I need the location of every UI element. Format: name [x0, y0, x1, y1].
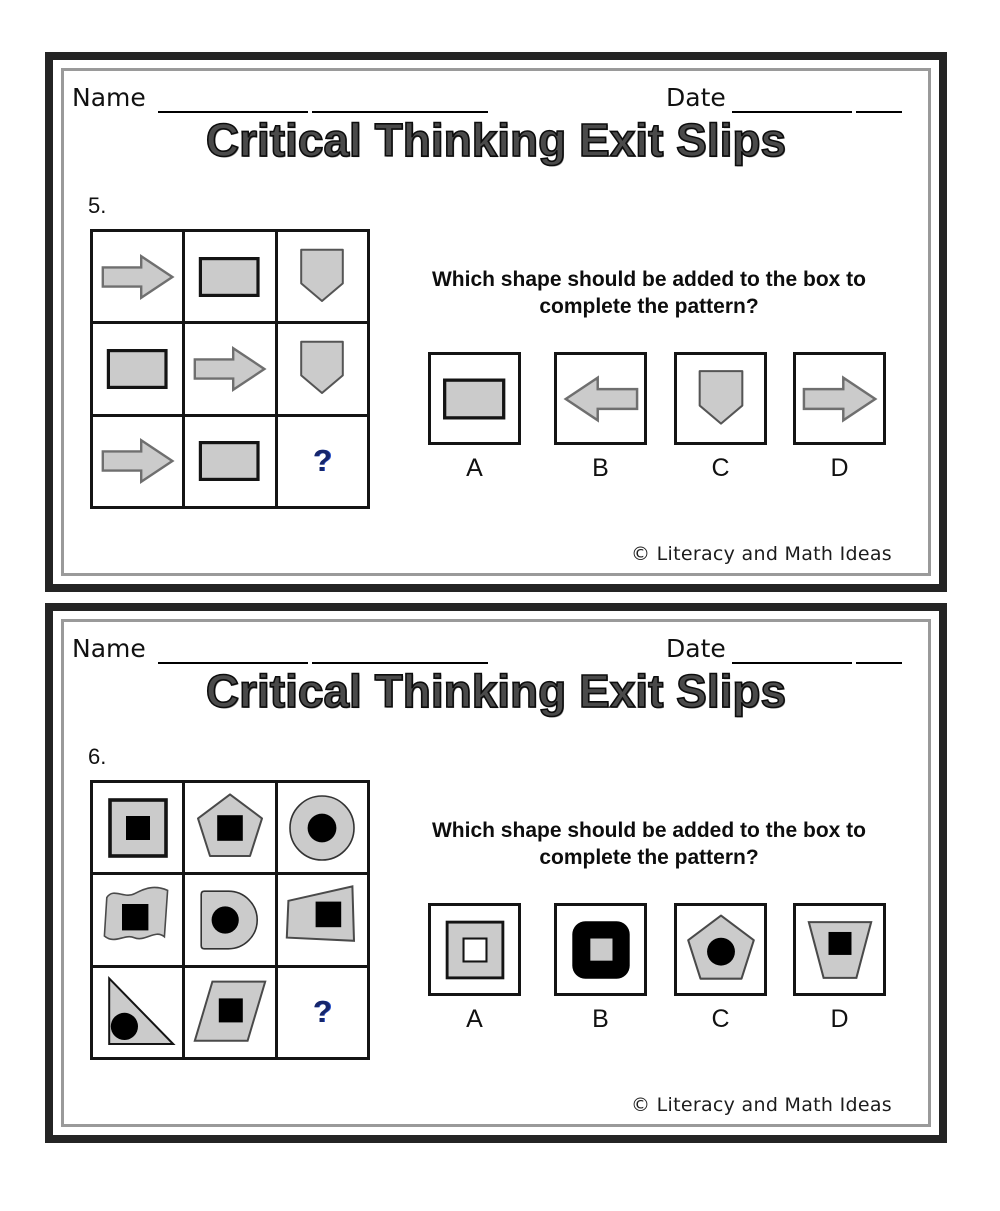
grid-cell	[93, 875, 182, 964]
copyright-text: © Literacy and Math Ideas	[631, 543, 892, 565]
answer-box-a[interactable]	[428, 352, 521, 445]
answer-box-a[interactable]	[428, 903, 521, 996]
answer-box-c[interactable]	[674, 903, 767, 996]
date-blank-line	[732, 85, 852, 113]
answer-box-c[interactable]	[674, 352, 767, 445]
date-blank-line	[856, 85, 902, 113]
answer-option-b	[554, 352, 647, 483]
square-white-square-icon	[434, 909, 516, 991]
rectangle-icon	[434, 358, 516, 440]
question-mark: ?	[312, 994, 332, 1030]
answer-option-a	[428, 352, 521, 483]
grid-cell	[185, 232, 274, 321]
answer-label: D	[830, 454, 849, 482]
page-title: Critical Thinking Exit Slips	[205, 665, 787, 717]
grid-cell	[278, 232, 367, 321]
answer-label: B	[592, 454, 609, 482]
triangle-black-circle-icon	[98, 972, 178, 1052]
name-blank-line	[158, 85, 308, 113]
question-text: Which shape should be added to the box to complete the pattern?	[431, 819, 866, 869]
grid-cell	[185, 417, 274, 506]
grid-cell	[185, 324, 274, 413]
exit-slip-card	[45, 52, 947, 592]
question-mark: ?	[312, 443, 332, 479]
grid-cell	[278, 417, 367, 506]
arrow-right-icon	[799, 358, 881, 440]
date-blank-line	[732, 636, 852, 664]
exit-slip-card	[45, 603, 947, 1143]
grid-cell	[185, 875, 274, 964]
answer-label: A	[466, 454, 483, 482]
grid-cell	[278, 875, 367, 964]
answer-option-d	[793, 352, 886, 483]
answer-label: B	[592, 1005, 609, 1033]
rounded-black-gray-square-icon	[560, 909, 642, 991]
parallelogram-black-square-icon	[190, 972, 270, 1052]
question-number: 6.	[88, 744, 107, 769]
rectangle-icon	[190, 237, 270, 317]
arrow-right-icon	[98, 421, 178, 501]
header-row	[72, 634, 920, 668]
rectangle-icon	[98, 329, 178, 409]
rectangle-icon	[190, 421, 270, 501]
question-mark	[313, 994, 332, 1030]
pattern-grid	[90, 780, 370, 1060]
answer-option-c	[674, 903, 767, 1034]
grid-cell	[93, 783, 182, 872]
name-label: Name	[72, 83, 146, 112]
pentagon-black-circle-icon	[680, 909, 762, 991]
date-label: Date	[666, 634, 726, 663]
answer-option-b	[554, 903, 647, 1034]
answer-option-d	[793, 903, 886, 1034]
square-black-square-icon	[98, 788, 178, 868]
pentagon-black-square-icon	[190, 788, 270, 868]
card-inner-frame	[61, 619, 931, 1127]
dshape-black-circle-icon	[190, 880, 270, 960]
arrow-right-icon	[190, 329, 270, 409]
answer-option-c	[674, 352, 767, 483]
answer-label: D	[830, 1005, 849, 1033]
flag-black-square-icon	[98, 880, 178, 960]
grid-cell	[278, 783, 367, 872]
arrow-left-icon	[560, 358, 642, 440]
shield-down-icon	[282, 237, 362, 317]
question-mark	[313, 443, 332, 479]
card-inner-frame	[61, 68, 931, 576]
grid-cell	[185, 968, 274, 1057]
grid-cell	[278, 324, 367, 413]
copyright-text: © Literacy and Math Ideas	[631, 1094, 892, 1116]
shield-down-icon	[282, 329, 362, 409]
date-blank-line	[856, 636, 902, 664]
grid-cell	[93, 968, 182, 1057]
grid-cell	[93, 232, 182, 321]
arrow-right-icon	[98, 237, 178, 317]
answer-box-d[interactable]	[793, 903, 886, 996]
date-label: Date	[666, 83, 726, 112]
grid-cell	[93, 417, 182, 506]
grid-cell	[278, 968, 367, 1057]
quad-black-square-icon	[282, 880, 362, 960]
pattern-grid	[90, 229, 370, 509]
shield-down-icon	[680, 358, 762, 440]
name-label: Name	[72, 634, 146, 663]
grid-cell	[93, 324, 182, 413]
grid-cell	[185, 783, 274, 872]
answer-label: C	[711, 454, 730, 482]
circle-black-circle-icon	[282, 788, 362, 868]
answer-box-b[interactable]	[554, 903, 647, 996]
trapezoid-black-square-icon	[799, 909, 881, 991]
page-title: Critical Thinking Exit Slips	[205, 114, 787, 166]
answer-label: C	[711, 1005, 730, 1033]
answer-label: A	[466, 1005, 483, 1033]
answer-option-a	[428, 903, 521, 1034]
name-blank-line	[158, 636, 308, 664]
question-text: Which shape should be added to the box to complete the pattern?	[431, 268, 866, 318]
header-row	[72, 83, 920, 117]
answer-box-b[interactable]	[554, 352, 647, 445]
name-blank-line	[312, 85, 488, 113]
question-number: 5.	[88, 193, 107, 218]
name-blank-line	[312, 636, 488, 664]
answer-box-d[interactable]	[793, 352, 886, 445]
